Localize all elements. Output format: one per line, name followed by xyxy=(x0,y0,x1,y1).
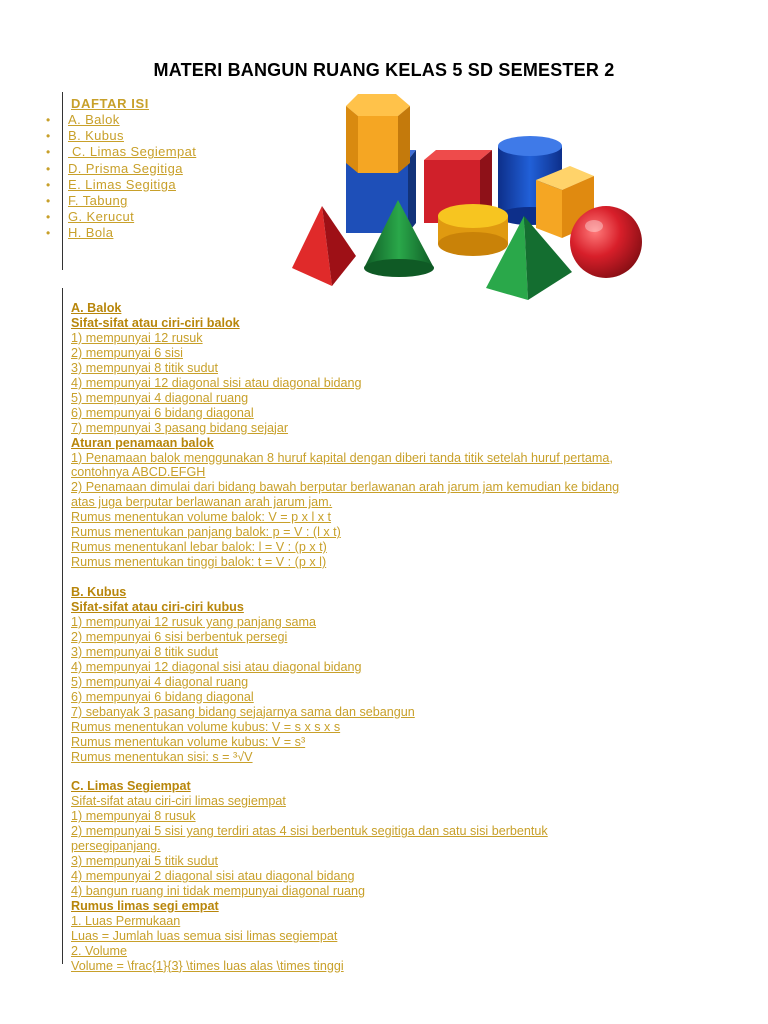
toc-link[interactable]: A. Balok xyxy=(68,112,120,127)
formula-line[interactable]: Rumus menentukan volume kubus: V = s x s x s xyxy=(71,719,341,734)
list-item[interactable]: 5) mempunyai 4 diagonal ruang xyxy=(71,390,249,405)
document-body xyxy=(71,301,731,974)
list-item[interactable]: 4) mempunyai 12 diagonal sisi atau diagonal bidang xyxy=(71,375,362,390)
list-item[interactable]: 2) mempunyai 6 sisi berbentuk persegi xyxy=(71,629,288,644)
bullet-icon: • xyxy=(46,226,51,241)
list-item[interactable]: 6) mempunyai 6 bidang diagonal xyxy=(71,405,254,420)
subheading-sifat-limas[interactable]: Sifat-sifat atau ciri-ciri limas segiempat xyxy=(71,794,286,809)
subheading-aturan-balok[interactable]: Aturan penamaan balok xyxy=(71,435,214,450)
list-item[interactable]: contohnya ABCD.EFGH xyxy=(71,465,206,480)
list-item[interactable]: persegipanjang. xyxy=(71,839,161,854)
formula-line[interactable]: 1. Luas Permukaan xyxy=(71,914,181,929)
bullet-icon: • xyxy=(46,161,51,176)
list-item[interactable]: 1) Penamaan balok menggunakan 8 huruf kapital dengan diberi tanda titik setelah huruf pertama, xyxy=(71,450,613,465)
bullet-icon: • xyxy=(46,210,51,225)
formula-line[interactable]: Rumus menentukan tinggi balok: t = V : (p x l) xyxy=(71,555,327,570)
content-divider-line xyxy=(62,288,63,964)
orange-hexagonal-prism-shape xyxy=(346,94,410,173)
toc-link[interactable]: B. Kubus xyxy=(68,128,124,144)
section-heading-limas[interactable]: C. Limas Segiempat xyxy=(71,779,191,794)
list-item[interactable]: 2) mempunyai 5 sisi yang terdiri atas 4 sisi berbentuk segitiga dan satu sisi berbentuk xyxy=(71,824,548,839)
list-item[interactable]: 1) mempunyai 8 rusuk xyxy=(71,809,196,824)
bullet-icon: • xyxy=(46,145,51,160)
list-item[interactable]: 4) mempunyai 12 diagonal sisi atau diagonal bidang xyxy=(71,659,362,674)
list-item[interactable]: 4) bangun ruang ini tidak mempunyai diagonal ruang xyxy=(71,884,366,899)
toc-link[interactable]: D. Prisma Segitiga xyxy=(68,160,183,176)
bullet-icon: • xyxy=(46,113,51,127)
list-item[interactable]: 7) mempunyai 3 pasang bidang sejajar xyxy=(71,420,289,435)
toc-divider-line xyxy=(62,92,63,270)
page-title: MATERI BANGUN RUANG KELAS 5 SD SEMESTER 2 xyxy=(153,60,615,80)
geometric-shapes-image xyxy=(288,88,648,303)
bullet-icon: • xyxy=(46,193,51,208)
red-sphere-shape xyxy=(570,206,642,278)
list-item[interactable]: 3) mempunyai 8 titik sudut xyxy=(71,360,218,375)
section-heading-balok[interactable]: A. Balok xyxy=(71,301,122,315)
list-item[interactable]: 3) mempunyai 8 titik sudut xyxy=(71,644,218,659)
formula-line[interactable]: Rumus menentukan panjang balok: p = V : (l x t) xyxy=(71,525,341,540)
spacer xyxy=(71,570,731,585)
list-item[interactable]: 7) sebanyak 3 pasang bidang sejajarnya sama dan sebangun xyxy=(71,704,415,719)
toc-link[interactable]: E. Limas Segitiga xyxy=(68,176,176,192)
list-item[interactable]: 6) mempunyai 6 bidang diagonal xyxy=(71,689,254,704)
bullet-icon: • xyxy=(46,129,51,144)
list-item[interactable]: 1) mempunyai 12 rusuk xyxy=(71,330,203,345)
toc-link[interactable]: G. Kerucut xyxy=(68,209,135,225)
toc-link[interactable]: F. Tabung xyxy=(68,192,128,208)
yellow-cylinder-shape xyxy=(438,204,508,256)
subheading-rumus-limas[interactable]: Rumus limas segi empat xyxy=(71,899,219,914)
formula-line[interactable]: Rumus menentukanl lebar balok: l = V : (p x t) xyxy=(71,540,327,555)
section-heading-kubus[interactable]: B. Kubus xyxy=(71,585,127,600)
formula-line[interactable]: Luas = Jumlah luas semua sisi limas segiempat xyxy=(71,929,338,943)
list-item[interactable]: 2) Penamaan dimulai dari bidang bawah berputar berlawanan arah jarum jam kemudian ke bidang xyxy=(71,480,620,495)
formula-line[interactable]: Volume = \frac{1}{3} \times luas alas \times tinggi xyxy=(71,958,344,973)
list-item[interactable]: 2) mempunyai 6 sisi xyxy=(71,345,183,360)
formula-line[interactable]: 2. Volume xyxy=(71,943,128,958)
toc-heading: DAFTAR ISI xyxy=(71,96,149,111)
list-item[interactable]: 3) mempunyai 5 titik sudut xyxy=(71,854,218,869)
subheading-sifat-kubus[interactable]: Sifat-sifat atau ciri-ciri kubus xyxy=(71,600,244,615)
bullet-icon: • xyxy=(46,177,51,192)
list-item[interactable]: atas juga berputar berlawanan arah jarum jam. xyxy=(71,495,333,510)
list-item[interactable]: 5) mempunyai 4 diagonal ruang xyxy=(71,674,249,689)
list-item[interactable]: 1) mempunyai 12 rusuk yang panjang sama xyxy=(71,615,317,629)
list-item[interactable]: 4) mempunyai 2 diagonal sisi atau diagonal bidang xyxy=(71,869,355,884)
toc-link[interactable]: C. Limas Segiempat xyxy=(68,144,197,160)
subheading-sifat-balok[interactable]: Sifat-sifat atau ciri-ciri balok xyxy=(71,315,240,330)
toc-link[interactable]: H. Bola xyxy=(68,225,114,241)
formula-line[interactable]: Rumus menentukan volume balok: V = p x l x t xyxy=(71,510,332,525)
spacer xyxy=(71,765,731,780)
formula-line[interactable]: Rumus menentukan sisi: s = ³√V xyxy=(71,749,253,764)
formula-line[interactable]: Rumus menentukan volume kubus: V = s³ xyxy=(71,734,306,749)
